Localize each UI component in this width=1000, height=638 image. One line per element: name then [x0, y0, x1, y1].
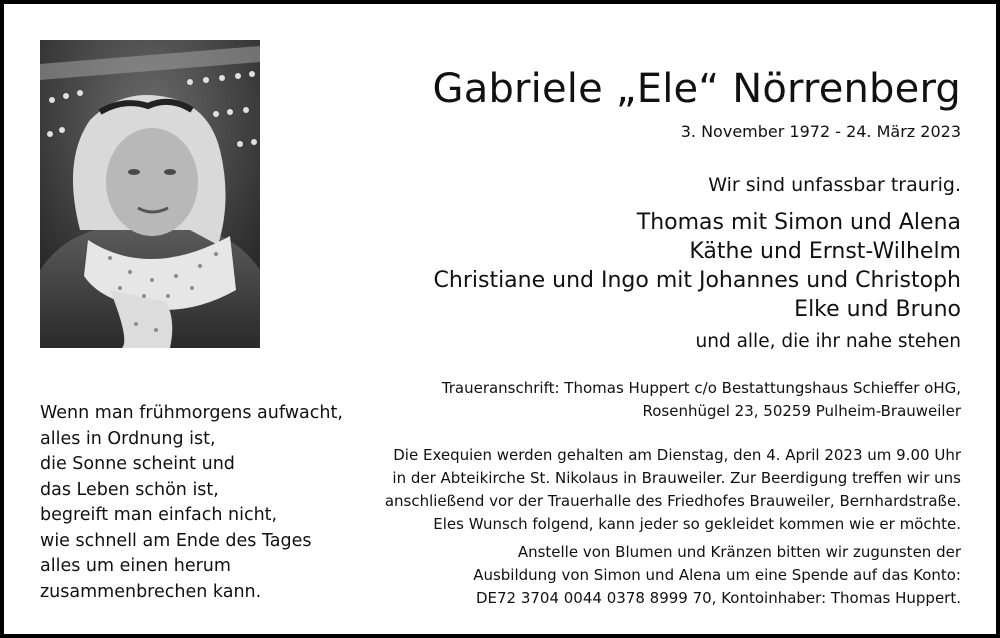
poem-line: das Leben schön ist,	[40, 479, 219, 500]
poem-line: alles um einen herum	[40, 556, 231, 576]
mourner-line: Thomas mit Simon und Alena	[636, 210, 961, 235]
portrait-photo-illustration	[40, 40, 260, 348]
mourners-list	[434, 208, 961, 324]
address-line: Rosenhügel 23, 50259 Pulheim-Brauweiler	[642, 402, 961, 420]
life-dates: 3. November 1972 - 24. März 2023	[680, 122, 961, 141]
poem-line: begreift man einfach nicht,	[40, 505, 278, 525]
poem-line: zusammenbrechen kann.	[40, 581, 262, 602]
poem-line: wie schnell am Ende des Tages	[40, 530, 312, 551]
mourner-line: Käthe und Ernst-Wilhelm	[689, 239, 961, 264]
donation-request	[473, 541, 961, 610]
poem-line: Wenn man frühmorgens aufwacht,	[40, 403, 343, 423]
mourner-line: Elke und Bruno	[794, 297, 961, 322]
poem	[40, 401, 343, 605]
mourning-address	[442, 377, 961, 423]
service-line: Die Exequien werden gehalten am Dienstag, den 4. April 2023 um 9.00 Uhr	[393, 446, 961, 464]
poem-line: alles in Ordnung ist,	[40, 428, 216, 449]
deceased-name: Gabriele „Ele“ Nörrenberg	[432, 66, 961, 112]
address-line: Traueranschrift: Thomas Huppert c/o Bestattungshaus Schieffer oHG,	[441, 379, 961, 397]
service-line: in der Abteikirche St. Nikolaus in Brauweiler. Zur Beerdigung treffen wir uns	[392, 469, 961, 487]
mourner-line: Christiane und Ingo mit Johannes und Christoph	[433, 268, 961, 293]
dress-wish: Eles Wunsch folgend, kann jeder so gekleidet kommen wie er möchte.	[433, 515, 961, 533]
donation-line: Anstelle von Blumen und Kränzen bitten wir zugunsten der	[517, 543, 961, 561]
grief-statement: Wir sind unfassbar traurig.	[708, 174, 961, 196]
poem-line: die Sonne scheint und	[40, 454, 235, 474]
donation-line: Ausbildung von Simon und Alena um eine Spende auf das Konto:	[473, 566, 961, 584]
others-line: und alle, die ihr nahe stehen	[695, 331, 961, 352]
donation-line: DE72 3704 0044 0378 8999 70, Kontoinhaber: Thomas Huppert.	[475, 589, 961, 607]
service-details	[385, 444, 961, 513]
portrait-photo	[40, 40, 260, 348]
service-line: anschließend vor der Trauerhalle des Friedhofes Brauweiler, Bernhardstraße.	[384, 492, 961, 510]
